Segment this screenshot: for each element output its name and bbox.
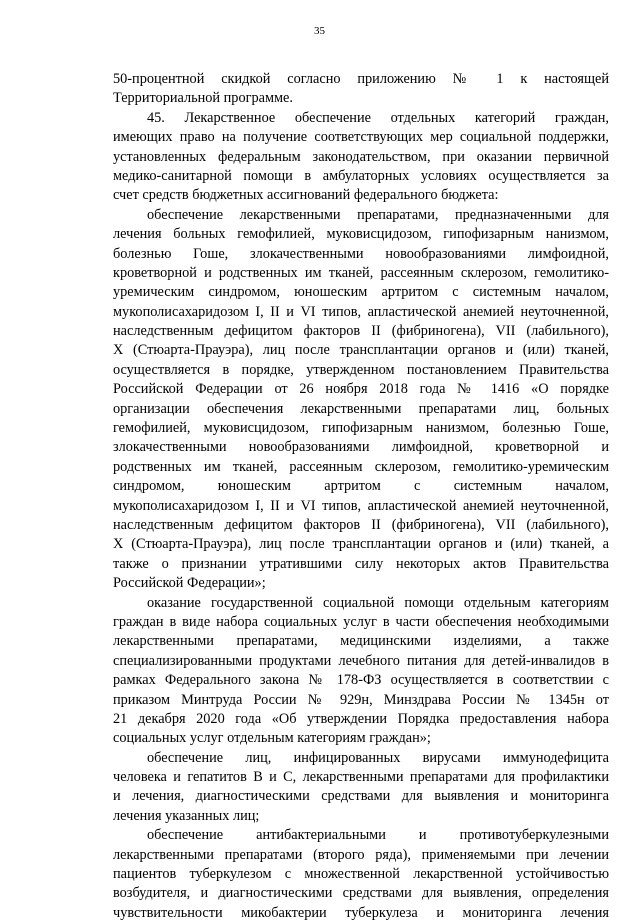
text-line: гемофилией, муковисцидозом, гипофизарным нанизмом, болезнью Гоше, bbox=[113, 420, 609, 437]
text-line: граждан в виде набора социальных услуг в части обеспечения необходимыми bbox=[113, 613, 609, 630]
text-line: установленных федеральным законодательством, при оказании первичной bbox=[113, 148, 609, 165]
text-line: имеющих право на получение соответствующих мер социальной поддержки, bbox=[113, 129, 609, 146]
text-line: Территориальной программе. bbox=[113, 90, 293, 107]
text-line: также о признании утратившими силу некоторых актов Правительства bbox=[113, 555, 609, 572]
text-line: обеспечение лекарственными препаратами, предназначенными для bbox=[147, 206, 609, 223]
text-line: 45. Лекарственное обеспечение отдельных категорий граждан, bbox=[147, 109, 609, 126]
text-line: синдромом, юношеским артритом с системным началом, bbox=[113, 478, 609, 495]
text-line: обеспечение антибактериальными и противотуберкулезными bbox=[147, 827, 609, 844]
text-line: наследственным дефицитом факторов II (фибриногена), VII (лабильного), bbox=[113, 323, 609, 340]
text-line: лекарственными препаратами, медицинскими изделиями, а также bbox=[113, 633, 609, 650]
text-line: мукополисахаридозом I, II и VI типов, апластической анемией неуточненной, bbox=[113, 303, 609, 320]
text-line: Российской Федерации от 26 ноября 2018 года № 1416 «О порядке bbox=[113, 381, 609, 398]
page-number: 35 bbox=[314, 25, 325, 37]
text-line: X (Стюарта-Прауэра), лиц после трансплантации органов и (или) тканей, bbox=[113, 342, 609, 359]
text-line: Российской Федерации»; bbox=[113, 575, 266, 592]
text-line: осуществляется в порядке, утвержденном постановлением Правительства bbox=[113, 361, 609, 378]
text-line: лечения больных гемофилией, муковисцидозом, гипофизарным нанизмом, bbox=[113, 226, 609, 243]
text-line: лечения указанных лиц; bbox=[113, 807, 260, 824]
text-line: X (Стюарта-Прауэра), лиц после трансплантации органов и (или) тканей, а bbox=[113, 536, 609, 553]
document-body-text bbox=[113, 70, 609, 923]
text-line: рамках Федерального закона № 178-ФЗ осуществляется в соответствии с bbox=[113, 672, 609, 689]
text-line: оказание государственной социальной помощи отдельным категориям bbox=[147, 594, 609, 611]
text-line: злокачественными новообразованиями лимфоидной, кроветворной и bbox=[113, 439, 609, 456]
text-line: мукополисахаридозом I, II и VI типов, апластической анемией неуточненной, bbox=[113, 497, 609, 514]
text-line: пациентов туберкулезом с множественной лекарственной устойчивостью bbox=[113, 866, 609, 883]
text-line: уремическим синдромом, юношеским артритом с системным началом, bbox=[113, 284, 609, 301]
text-line: лекарственными препаратами (второго ряда), применяемыми при лечении bbox=[113, 846, 609, 863]
text-line: медико-санитарной помощи в амбулаторных условиях осуществляется за bbox=[113, 167, 609, 184]
text-line: человека и гепатитов B и C, лекарственными препаратами для профилактики bbox=[113, 769, 609, 786]
text-line: 50-процентной скидкой согласно приложению № 1 к настоящей bbox=[113, 71, 609, 87]
text-line: болезнью Гоше, злокачественными новообразованиями лимфоидной, bbox=[113, 245, 609, 262]
text-line: обеспечение лиц, инфицированных вирусами иммунодефицита bbox=[147, 749, 609, 766]
text-line: чувствительности микобактерии туберкулеза и мониторинга лечения bbox=[113, 904, 609, 921]
text-line: организации обеспечения лекарственными препаратами лиц, больных bbox=[113, 400, 609, 417]
text-line: 21 декабря 2020 года «Об утверждении Порядка предоставления набора bbox=[113, 710, 609, 727]
text-line: родственных им тканей, рассеянным склерозом, гемолитико-уремическим bbox=[113, 458, 609, 475]
text-line: и лечения, диагностическими средствами для выявления и мониторинга bbox=[113, 788, 609, 805]
text-line: специализированными продуктами лечебного питания для детей-инвалидов в bbox=[113, 652, 609, 669]
text-line: кроветворной и родственных им тканей, рассеянным склерозом, гемолитико- bbox=[113, 264, 609, 281]
text-line: социальных услуг отдельным категориям граждан»; bbox=[113, 730, 431, 747]
text-line: приказом Минтруда России № 929н, Минздрава России № 1345н от bbox=[113, 691, 609, 708]
text-line: возбудителя, и диагностическими средствами для выявления, определения bbox=[113, 885, 609, 902]
text-line: счет средств бюджетных ассигнований федерального бюджета: bbox=[113, 187, 499, 204]
text-line: наследственным дефицитом факторов II (фибриногена), VII (лабильного), bbox=[113, 516, 609, 533]
